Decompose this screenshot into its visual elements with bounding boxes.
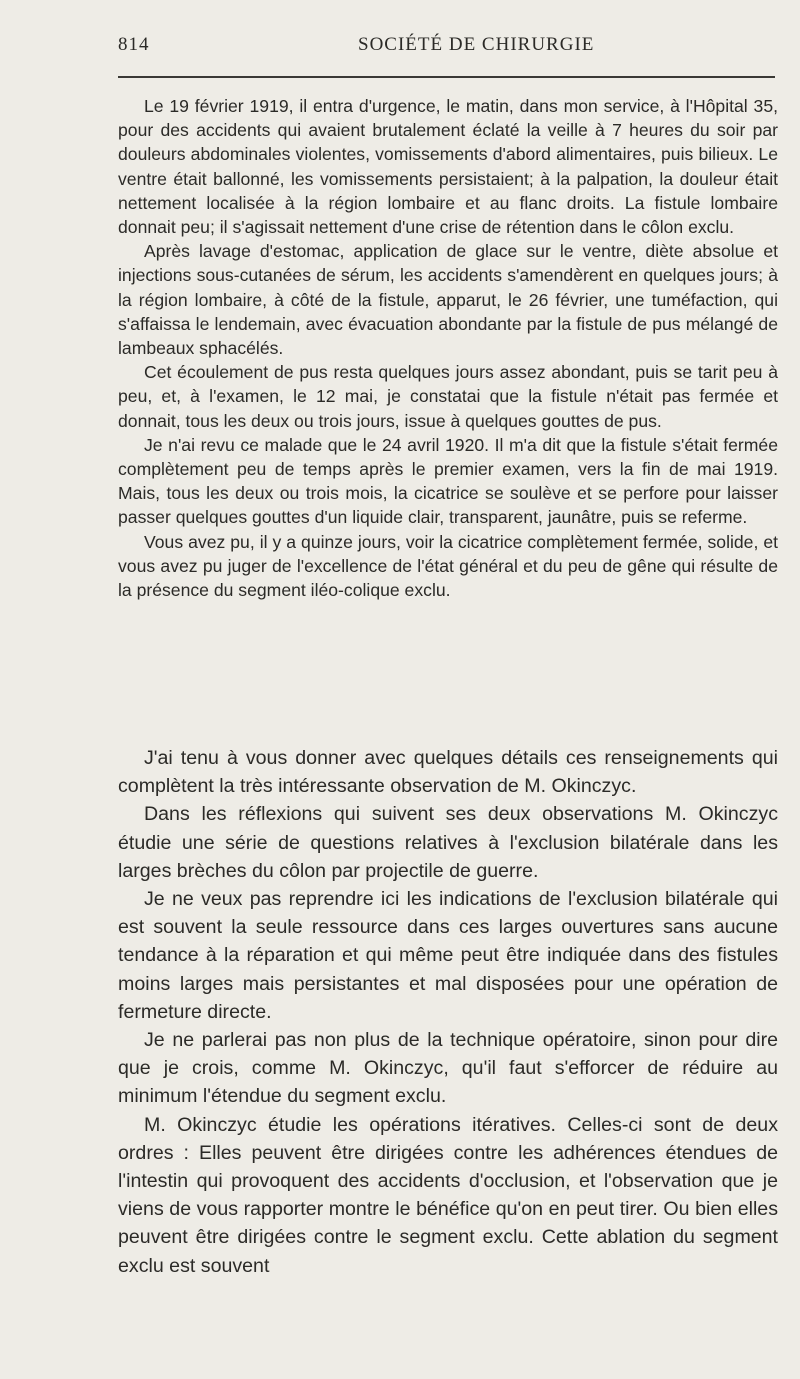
running-header (118, 34, 780, 62)
paragraph: Cet écoulement de pus resta quelques jours assez abondant, puis se tarit peu à peu, et, à l'examen, le 12 mai, je constatai que la fistule n'était pas fermée et donnait, tous les deux ou trois jours, issue à quelques gouttes de pus. (118, 362, 778, 431)
running-title: SOCIÉTÉ DE CHIRURGIE (358, 34, 595, 55)
paragraph: Dans les réflexions qui suivent ses deux observations M. Okinczyc étudie une série de questions relatives à l'exclusion bilatérale dans les larges brèches du côlon par projectile de guerre. (118, 803, 778, 882)
case-report-section (118, 94, 778, 602)
paragraph: Je ne parlerai pas non plus de la technique opératoire, sinon pour dire que je crois, comme M. Okinczyc, qu'il faut s'efforcer de réduire au minimum l'étendue du segment exclu. (118, 1029, 778, 1108)
paragraph: M. Okinczyc étudie les opérations itératives. Celles-ci sont de deux ordres : Elles peuvent être dirigées contre les adhérences étendues de l'intestin qui provoquent des accidents d'occlusion, et l'observation que je viens de vous rapporter montre le bénéfice qu'on en peut tirer. Ou bien elles peuvent être dirigées contre le segment exclu. Cette ablation du segment exclu est souvent (118, 1113, 778, 1277)
paragraph: Après lavage d'estomac, application de glace sur le ventre, diète absolue et injections sous-cutanées de sérum, les accidents s'amendèrent en quelques jours; à la région lombaire, à côté de la fistule, apparut, le 26 février, une tuméfaction, qui s'affaissa le lendemain, avec évacuation abondante par la fistule de pus mélangé de lambeaux sphacélés. (118, 241, 778, 359)
paragraph: Le 19 février 1919, il entra d'urgence, le matin, dans mon service, à l'Hôpital 35, pour des accidents qui avaient brutalement éclaté la veille à 7 heures du soir par douleurs abdominales violentes, vomissements d'abord alimentaires, puis bilieux. Le ventre était ballonné, les vomissements persistaient; à la palpation, la douleur était nettement localisée à la région lombaire et au flanc droits. La fistule lombaire donnait peu; il s'agissait nettement d'une crise de rétention dans le côlon exclu. (118, 96, 778, 238)
page-number: 814 (118, 34, 150, 55)
discussion-section (118, 744, 778, 1280)
paragraph: Vous avez pu, il y a quinze jours, voir la cicatrice complètement fermée, solide, et vous avez pu juger de l'excellence de l'état général et du peu de gêne qui résulte de la présence du segment iléo-colique exclu. (118, 531, 778, 601)
paragraph: Je ne veux pas reprendre ici les indications de l'exclusion bilatérale qui est souvent la seule ressource dans ces larges ouvertures sans aucune tendance à la réparation et qui même peut être indiquée dans des fistules moins larges mais persistantes et mal disposées pour une opération de fermeture directe. (118, 888, 778, 1023)
header-rule (118, 76, 775, 78)
paragraph: Je n'ai revu ce malade que le 24 avril 1920. Il m'a dit que la fistule s'était fermée complètement peu de temps après le premier examen, vers la fin de mai 1919. Mais, tous les deux ou trois mois, la cicatrice se soulève et se perfore pour laisser passer quelques gouttes d'un liquide clair, transparent, jaunâtre, puis se referme. (118, 434, 778, 528)
paragraph: J'ai tenu à vous donner avec quelques détails ces renseignements qui complètent la très intéressante observation de M. Okinczyc. (118, 747, 778, 798)
